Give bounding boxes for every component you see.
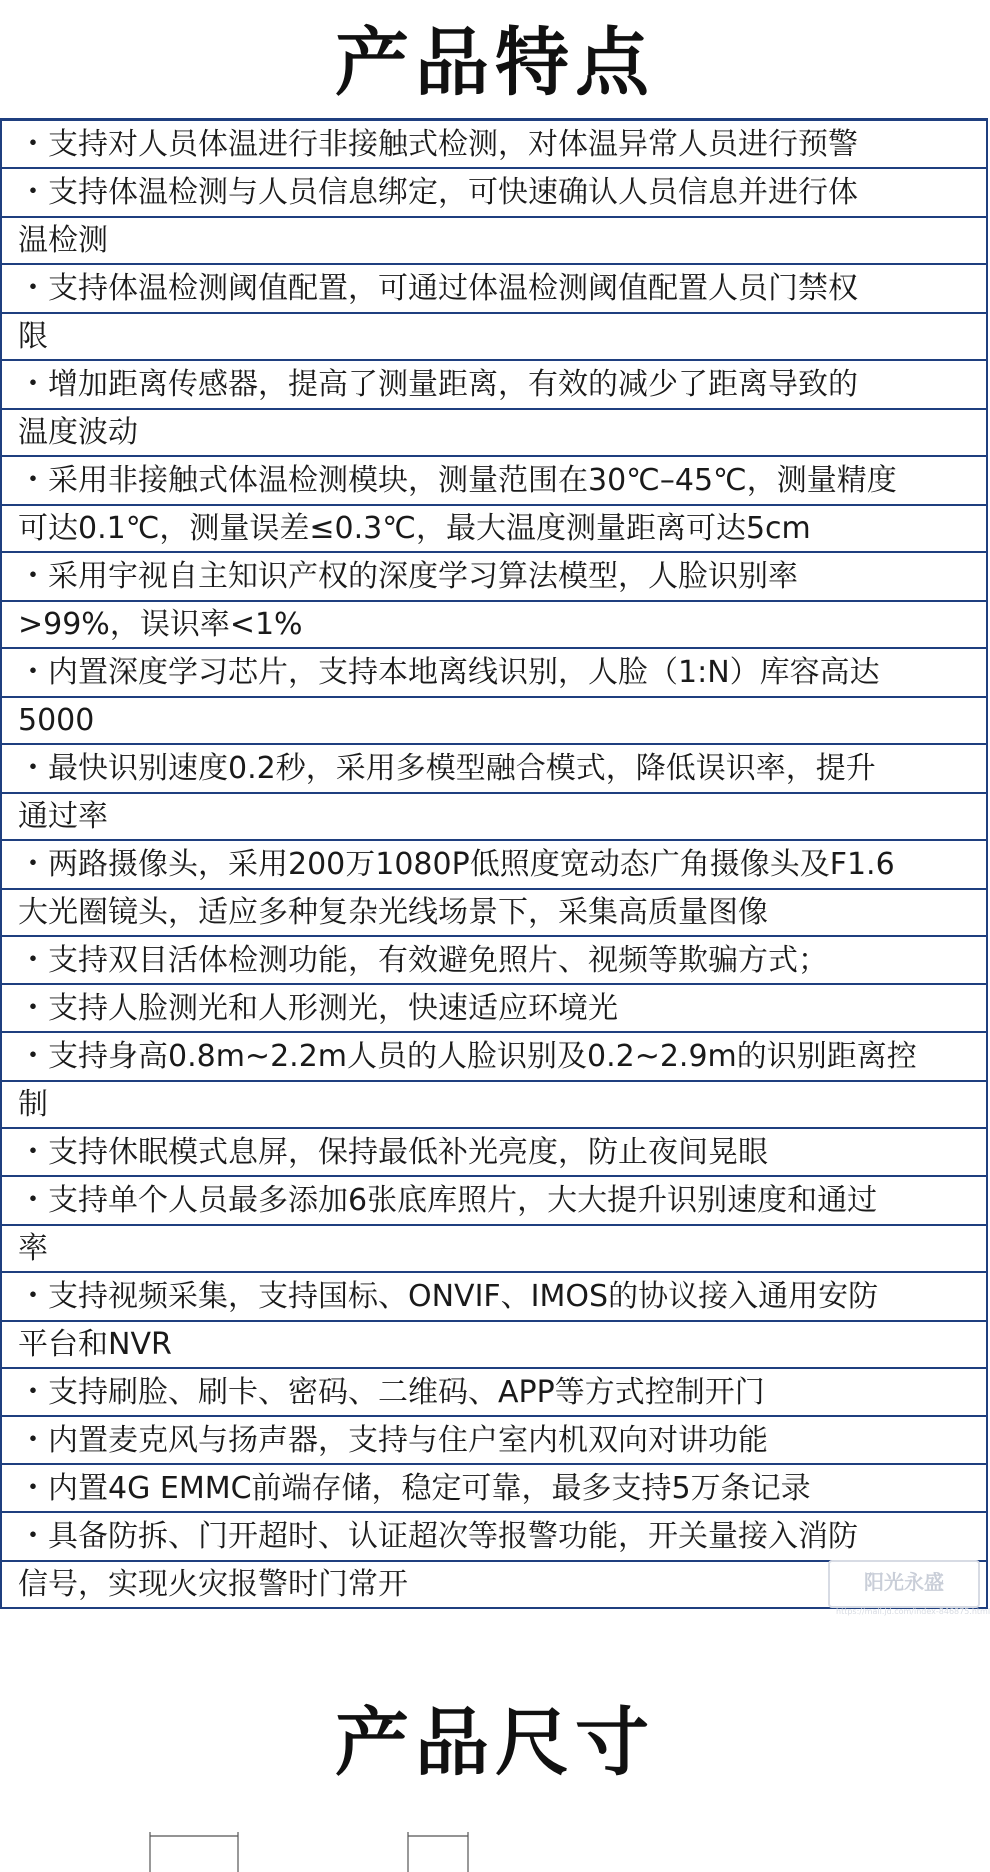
feature-row [2, 1273, 986, 1369]
feature-row [2, 121, 986, 169]
feature-text-line1: ・支持对人员体温进行非接触式检测，对体温异常人员进行预警 [18, 127, 858, 162]
feature-text-line1: ・两路摄像头，采用200万1080P低照度宽动态广角摄像头及F1.6 [18, 847, 895, 882]
watermark-text: 阳光永盛 [864, 1570, 944, 1594]
feature-row [2, 1033, 986, 1129]
feature-text-line1: ・支持休眠模式息屏，保持最低补光亮度，防止夜间晃眼 [18, 1135, 768, 1170]
feature-text-line1: ・采用宇视自主知识产权的深度学习算法模型，人脸识别率 [18, 559, 798, 594]
feature-text-line1: ・支持身高0.8m~2.2m人员的人脸识别及0.2~2.9m的识别距离控 [18, 1039, 917, 1074]
feature-text-line2: 大光圈镜头，适应多种复杂光线场景下，采集高质量图像 [18, 895, 768, 930]
feature-text-line2: 温度波动 [18, 415, 138, 450]
feature-text-line2: 平台和NVR [18, 1327, 172, 1362]
feature-text-line2: 限 [18, 319, 48, 354]
features-table [0, 118, 988, 1609]
feature-text-line2: 5000 [18, 703, 95, 738]
feature-text-line2: 制 [18, 1087, 48, 1122]
feature-text-line1: ・内置麦克风与扬声器，支持与住户室内机双向对讲功能 [18, 1423, 768, 1458]
feature-text-line2: >99%，误识率<1% [18, 607, 303, 642]
feature-row [2, 745, 986, 841]
feature-row [2, 361, 986, 457]
feature-text-line1: ・支持体温检测阈值配置，可通过体温检测阈值配置人员门禁权 [18, 271, 858, 306]
feature-text-line2: 通过率 [18, 799, 108, 834]
feature-text-line1: ・支持单个人员最多添加6张底库照片，大大提升识别速度和通过 [18, 1183, 878, 1218]
feature-row [2, 265, 986, 361]
feature-text-line2: 率 [18, 1231, 48, 1266]
feature-row [2, 169, 986, 265]
feature-text-line1: ・内置4G EMMC前端存储，稳定可靠，最多支持5万条记录 [18, 1471, 811, 1506]
feature-row [2, 1129, 986, 1177]
feature-row [2, 841, 986, 937]
feature-row [2, 1465, 986, 1513]
feature-row [2, 1417, 986, 1465]
feature-row [2, 1177, 986, 1273]
dimensions-title: 产品尺寸 [335, 1700, 655, 1786]
feature-row [2, 1369, 986, 1417]
feature-text-line1: ・支持刷脸、刷卡、密码、二维码、APP等方式控制开门 [18, 1375, 765, 1410]
feature-text-line1: ・内置深度学习芯片，支持本地离线识别，人脸（1:N）库容高达 [18, 655, 880, 690]
feature-text-line2: 可达0.1℃，测量误差≤0.3℃，最大温度测量距离可达5cm [18, 511, 811, 546]
feature-row [2, 649, 986, 745]
shop-watermark [828, 1560, 990, 1616]
features-title: 产品特点 [335, 20, 655, 106]
feature-row [2, 553, 986, 649]
feature-row [2, 937, 986, 985]
feature-text-line1: ・采用非接触式体温检测模块，测量范围在30℃–45℃，测量精度 [18, 463, 897, 498]
feature-row [2, 457, 986, 553]
feature-text-line2: 信号，实现火灾报警时门常开 [18, 1567, 408, 1602]
feature-text-line1: ・最快识别速度0.2秒，采用多模型融合模式，降低误识率，提升 [18, 751, 876, 786]
feature-text-line1: ・支持视频采集，支持国标、ONVIF、IMOS的协议接入通用安防 [18, 1279, 879, 1314]
feature-text-line1: ・具备防拆、门开超时、认证超次等报警功能，开关量接入消防 [18, 1519, 858, 1554]
dimension-drawing [0, 1820, 990, 1872]
feature-text-line1: ・支持体温检测与人员信息绑定，可快速确认人员信息并进行体 [18, 175, 858, 210]
watermark-url: https://mall.jd.com/index-846875.html [836, 1607, 990, 1616]
feature-row [2, 985, 986, 1033]
feature-text-line1: ・支持人脸测光和人形测光，快速适应环境光 [18, 991, 618, 1026]
feature-text-line1: ・增加距离传感器，提高了测量距离，有效的减少了距离导致的 [18, 367, 858, 402]
feature-text-line2: 温检测 [18, 223, 108, 258]
feature-text-line1: ・支持双目活体检测功能，有效避免照片、视频等欺骗方式； [18, 943, 828, 978]
